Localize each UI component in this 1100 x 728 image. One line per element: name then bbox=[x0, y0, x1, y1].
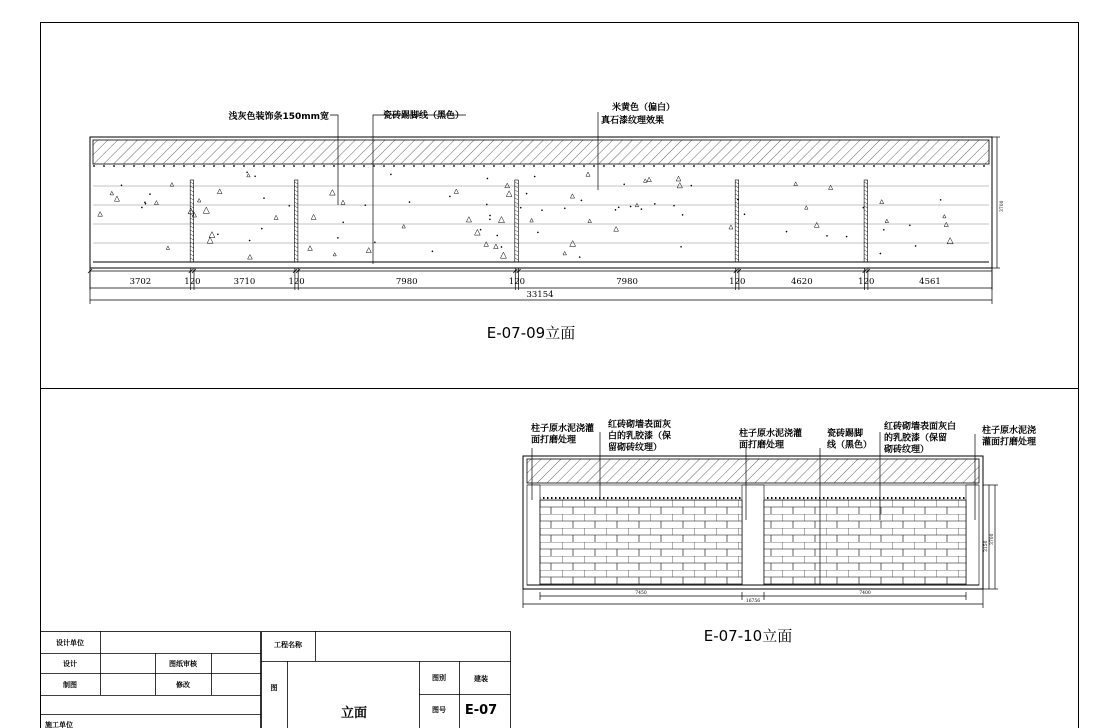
tb-number-label: 图号 bbox=[432, 706, 446, 714]
stone-texture-lines bbox=[93, 186, 989, 243]
annotation-line: 留砌砖纹理） bbox=[608, 443, 663, 453]
tb-project-name: 工程名称 bbox=[274, 641, 302, 649]
annotation-line: 的乳胶漆（保留 bbox=[884, 433, 948, 444]
annotation-skirting: 瓷砖踢脚线（黑色） bbox=[383, 111, 465, 121]
annotation-line: 柱子原水泥浇灌 bbox=[739, 429, 803, 439]
height-dimension bbox=[992, 137, 1000, 268]
tb-number-value: E-07 bbox=[464, 703, 498, 718]
tb-drawing-label: 图 bbox=[270, 684, 278, 692]
segment-dim-label: 4561 bbox=[919, 277, 941, 287]
column-joint bbox=[735, 180, 739, 262]
segment-dim-label: 3710 bbox=[233, 277, 256, 287]
elevation-09 bbox=[88, 101, 1005, 342]
segment-dim-label: 120 bbox=[508, 277, 526, 287]
brick-wall-right bbox=[764, 500, 966, 584]
column-joint bbox=[864, 180, 868, 262]
tb-drawing-review: 图纸审核 bbox=[169, 660, 197, 668]
height-dim-b: 3150 bbox=[984, 540, 989, 552]
tb-design-unit: 设计单位 bbox=[56, 639, 84, 647]
annotation-line: 白的乳胶漆（保 bbox=[608, 431, 672, 442]
segment-dim-label: 3702 bbox=[129, 277, 152, 287]
column-joint bbox=[515, 180, 519, 262]
annotation-line: 砌砖纹理） bbox=[884, 445, 930, 455]
annotation-line: 面打磨处理 bbox=[739, 440, 785, 451]
annotation-line: 瓷砖踢脚 bbox=[827, 429, 864, 439]
segment-dim-label: 7980 bbox=[616, 277, 638, 287]
tb-drawing-name: 立面 bbox=[340, 706, 368, 721]
annotation-line: 柱子原水泥浇灌 bbox=[531, 424, 595, 434]
segment-dim-label: 120 bbox=[729, 277, 746, 287]
sheet-border bbox=[41, 23, 1079, 728]
segment-dim-label: 120 bbox=[184, 277, 201, 287]
annotation-leaders bbox=[330, 112, 598, 264]
annotation-line: 红砖砌墙表面灰 bbox=[608, 420, 672, 430]
segment-dim-label: 120 bbox=[288, 277, 305, 287]
tb-designer: 设计 bbox=[63, 660, 77, 668]
segment-dim-left: 7450 bbox=[635, 591, 647, 596]
annotation-texture: 真石漆纹理效果 bbox=[601, 116, 665, 126]
tb-category-label: 图别 bbox=[432, 674, 446, 682]
annotation-line: 线（黑色） bbox=[827, 440, 873, 451]
segment-dim-right: 7400 bbox=[859, 591, 871, 596]
annotation-line: 灌面打磨处理 bbox=[982, 437, 1037, 448]
brick-wall-left bbox=[540, 500, 742, 584]
column-joint bbox=[294, 180, 298, 262]
column-joint bbox=[190, 180, 194, 262]
tb-revision: 修改 bbox=[176, 681, 190, 689]
elevation-10 bbox=[523, 418, 1037, 645]
total-dim-label: 16756 bbox=[745, 599, 761, 604]
column-right bbox=[966, 485, 979, 585]
segment-dim-label: 120 bbox=[858, 277, 875, 287]
stone-specks bbox=[98, 172, 953, 259]
segment-dimensions bbox=[130, 277, 941, 287]
elevation-10-title: E-07-10立面 bbox=[703, 627, 793, 645]
title-block bbox=[40, 631, 511, 728]
ceiling-hatch-band bbox=[93, 140, 989, 164]
annotation-color: 米黄色（偏白） bbox=[612, 103, 676, 113]
segment-dim-label: 7980 bbox=[395, 277, 418, 287]
elevation-09-title: E-07-09立面 bbox=[486, 324, 576, 342]
column-middle bbox=[742, 485, 764, 585]
annotations bbox=[531, 418, 1037, 455]
tb-drafter: 制图 bbox=[63, 681, 77, 689]
annotation-line: 面打磨处理 bbox=[531, 435, 577, 446]
height-dim-a: 3700 bbox=[990, 533, 995, 545]
column-joints bbox=[190, 180, 867, 262]
annotation-line: 红砖砌墙表面灰白 bbox=[884, 422, 957, 432]
ceiling-hatch-band bbox=[527, 459, 979, 483]
annotation-line: 柱子原水泥浇 bbox=[982, 426, 1037, 436]
tb-construction-unit: 施工单位 bbox=[45, 721, 73, 728]
total-dim-label: 33154 bbox=[526, 290, 554, 300]
annotation-decor-strip: 浅灰色装饰条150mm宽 bbox=[228, 112, 329, 122]
segment-dim-label: 4620 bbox=[790, 277, 813, 287]
column-left bbox=[527, 485, 540, 585]
height-dim-label: 3700 bbox=[1000, 200, 1005, 212]
tb-category-value: 建装 bbox=[474, 675, 488, 683]
